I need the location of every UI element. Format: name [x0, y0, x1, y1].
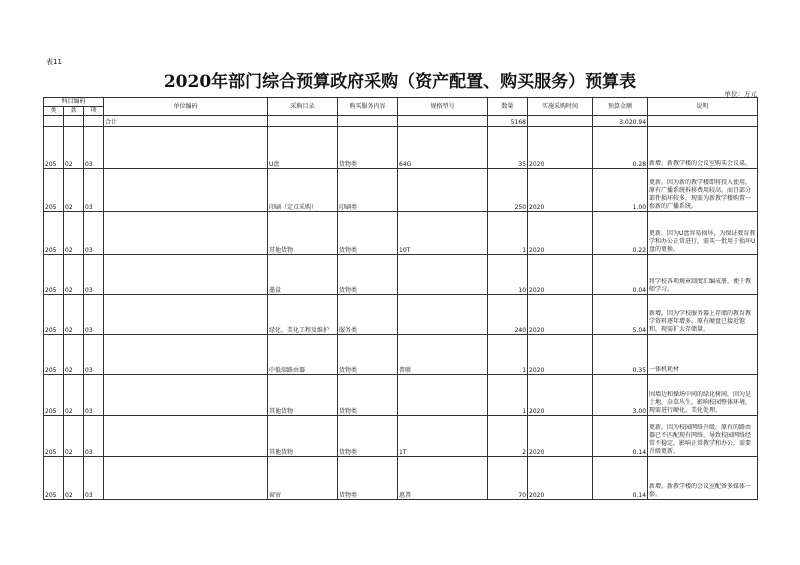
- table-row: [44, 457, 758, 500]
- table-row: [44, 335, 758, 375]
- table-row: [44, 169, 758, 212]
- row-amount: 5.04: [593, 295, 648, 335]
- table-row: [44, 255, 758, 295]
- row-note: [648, 255, 758, 295]
- row-amount: 0.14: [593, 416, 648, 457]
- row-service: 货物类: [338, 335, 398, 375]
- row-catalog: 墨盒: [268, 255, 338, 295]
- row-time: 2020: [528, 416, 593, 457]
- header-xiang: 项: [84, 107, 104, 116]
- row-xiang: 03: [84, 416, 104, 457]
- row-kuan: 02: [64, 255, 84, 295]
- header-spec: 规格型号: [398, 98, 488, 116]
- total-spec: [398, 116, 488, 127]
- row-xiang: 03: [84, 212, 104, 255]
- row-amount: 0.22: [593, 212, 648, 255]
- row-qty: 35: [488, 127, 528, 169]
- row-spec: 10T: [398, 212, 488, 255]
- row-note-text: 围墙边和操场中间的绿化树间，因为是土地，杂草丛生，影响校园整体环境，现需进行硬化，美化处理。: [649, 391, 752, 414]
- row-service: 货物类: [338, 255, 398, 295]
- header-amount: 预算金额: [593, 98, 648, 116]
- row-note-text: 一体机耗材: [649, 366, 680, 373]
- row-note-text: 新增。新教学楼的会议室购买会议桌。: [649, 160, 752, 167]
- row-catalog: 中低端路由器: [268, 335, 338, 375]
- table-number: 表11: [46, 58, 62, 66]
- total-catalog: [268, 116, 338, 127]
- row-note-text: 更新。因为校园网络升级，原有的路由器已不匹配现有网络，导致校园网络经常不稳定，影响正常教学和办公，需要升级更新。: [649, 424, 752, 455]
- row-kuan: 02: [64, 212, 84, 255]
- row-catalog: U盘: [268, 127, 338, 169]
- header-kuan: 款: [64, 107, 84, 116]
- total-note: [648, 116, 758, 127]
- row-note: [648, 212, 758, 255]
- row-spec: 惠普: [398, 457, 488, 500]
- row-xiang: 03: [84, 255, 104, 295]
- row-unit-code: [104, 457, 268, 500]
- row-unit-code: [104, 212, 268, 255]
- row-service: 货物类: [338, 212, 398, 255]
- page-title: 2020年部门综合预算政府采购（资产配置、购买服务）预算表: [163, 72, 637, 92]
- row-spec: [398, 169, 488, 212]
- row-amount: 1.00: [593, 169, 648, 212]
- row-service: 货物类: [338, 375, 398, 416]
- header-subject-code: 科目编码: [44, 98, 104, 107]
- total-qty: 5168: [488, 116, 528, 127]
- row-qty: 250: [488, 169, 528, 212]
- row-unit-code: [104, 375, 268, 416]
- row-kuan: 02: [64, 295, 84, 335]
- header-note: 说明: [648, 98, 758, 116]
- row-qty: 10: [488, 255, 528, 295]
- row-unit-code: [104, 255, 268, 295]
- row-spec: [398, 295, 488, 335]
- row-lei: 205: [44, 295, 64, 335]
- row-service: 货物类: [338, 457, 398, 500]
- row-note-text: 将学校各项规章制度汇编成册，便于教师学习。: [649, 278, 752, 293]
- row-qty: 70: [488, 457, 528, 500]
- row-time: 2020: [528, 255, 593, 295]
- row-qty: 1: [488, 212, 528, 255]
- row-note-text: 更新。因为新的教学楼即将投入使用，原有广播系统拆移费用较高，而且部分部件损坏较多，现需为新教学楼购置一套新的广播系统。: [649, 179, 752, 210]
- row-spec: [398, 255, 488, 295]
- row-kuan: 02: [64, 335, 84, 375]
- table-row: [44, 416, 758, 457]
- row-qty: 240: [488, 295, 528, 335]
- total-row: [44, 116, 758, 127]
- row-lei: 205: [44, 255, 64, 295]
- row-catalog: 其他货物: [268, 375, 338, 416]
- row-lei: 205: [44, 416, 64, 457]
- row-service: 货物类: [338, 127, 398, 169]
- row-lei: 205: [44, 169, 64, 212]
- total-kuan: [64, 116, 84, 127]
- row-xiang: 03: [84, 335, 104, 375]
- row-unit-code: [104, 169, 268, 212]
- row-catalog: 绿化、美化工程及维护: [268, 295, 338, 335]
- row-note: [648, 375, 758, 416]
- row-note: [648, 416, 758, 457]
- row-time: 2020: [528, 169, 593, 212]
- table-row: [44, 295, 758, 335]
- total-label: 合计: [104, 116, 268, 127]
- row-kuan: 02: [64, 416, 84, 457]
- row-xiang: 03: [84, 127, 104, 169]
- total-time: [528, 116, 593, 127]
- row-note: [648, 127, 758, 169]
- row-note: [648, 295, 758, 335]
- header-lei: 类: [44, 107, 64, 116]
- row-service: 印刷类: [338, 169, 398, 212]
- table-row: [44, 375, 758, 416]
- row-time: 2020: [528, 457, 593, 500]
- unit-label: 单位：万元: [724, 90, 757, 98]
- row-service: 货物类: [338, 416, 398, 457]
- row-note-text: 新增。因为学校服务器上存储的教育教学资料逐年增多，原有硬盘已接近饱和，现需扩大存储量。: [649, 310, 752, 333]
- total-amount: 3,020.94: [593, 116, 648, 127]
- row-xiang: 03: [84, 457, 104, 500]
- row-unit-code: [104, 335, 268, 375]
- row-lei: 205: [44, 457, 64, 500]
- header-service: 购买服务内容: [338, 98, 398, 116]
- row-spec: 1T: [398, 416, 488, 457]
- row-spec: [398, 375, 488, 416]
- table-row: [44, 127, 758, 169]
- row-time: 2020: [528, 212, 593, 255]
- row-note-text: 新增。新教学楼的会议室配备多媒体一套。: [649, 483, 752, 498]
- row-kuan: 02: [64, 169, 84, 212]
- budget-table: [43, 97, 758, 500]
- row-qty: 2: [488, 416, 528, 457]
- row-qty: 1: [488, 375, 528, 416]
- row-lei: 205: [44, 335, 64, 375]
- row-service: 服务类: [338, 295, 398, 335]
- row-xiang: 03: [84, 295, 104, 335]
- row-catalog: 窗帘: [268, 457, 338, 500]
- row-spec: 普联: [398, 335, 488, 375]
- row-xiang: 03: [84, 169, 104, 212]
- total-service: [338, 116, 398, 127]
- row-lei: 205: [44, 127, 64, 169]
- row-kuan: 02: [64, 375, 84, 416]
- row-amount: 3.00: [593, 375, 648, 416]
- row-amount: 0.35: [593, 335, 648, 375]
- header-time: 实施采购时间: [528, 98, 593, 116]
- header-catalog: 采购目录: [268, 98, 338, 116]
- total-xiang: [84, 116, 104, 127]
- header-unit-code: 单位编码: [104, 98, 268, 116]
- row-note: [648, 169, 758, 212]
- row-kuan: 02: [64, 127, 84, 169]
- row-catalog: 其他货物: [268, 212, 338, 255]
- row-unit-code: [104, 127, 268, 169]
- row-lei: 205: [44, 212, 64, 255]
- row-spec: 64G: [398, 127, 488, 169]
- row-time: 2020: [528, 295, 593, 335]
- row-time: 2020: [528, 375, 593, 416]
- row-unit-code: [104, 416, 268, 457]
- row-unit-code: [104, 295, 268, 335]
- row-amount: 0.04: [593, 255, 648, 295]
- total-lei: [44, 116, 64, 127]
- row-xiang: 03: [84, 375, 104, 416]
- header-qty: 数量: [488, 98, 528, 116]
- row-note: [648, 335, 758, 375]
- table-row: [44, 212, 758, 255]
- row-time: 2020: [528, 335, 593, 375]
- row-amount: 0.14: [593, 457, 648, 500]
- row-amount: 0.28: [593, 127, 648, 169]
- row-time: 2020: [528, 127, 593, 169]
- row-note-text: 更新。因为U盘容易损坏，为保证教育教学和办公正常进行，需买一批用于损坏U盘的更换。: [649, 230, 756, 253]
- row-catalog: 其他货物: [268, 416, 338, 457]
- row-kuan: 02: [64, 457, 84, 500]
- row-lei: 205: [44, 375, 64, 416]
- row-catalog: 印刷（定点采购）: [268, 169, 338, 212]
- row-qty: 1: [488, 335, 528, 375]
- row-note: [648, 457, 758, 500]
